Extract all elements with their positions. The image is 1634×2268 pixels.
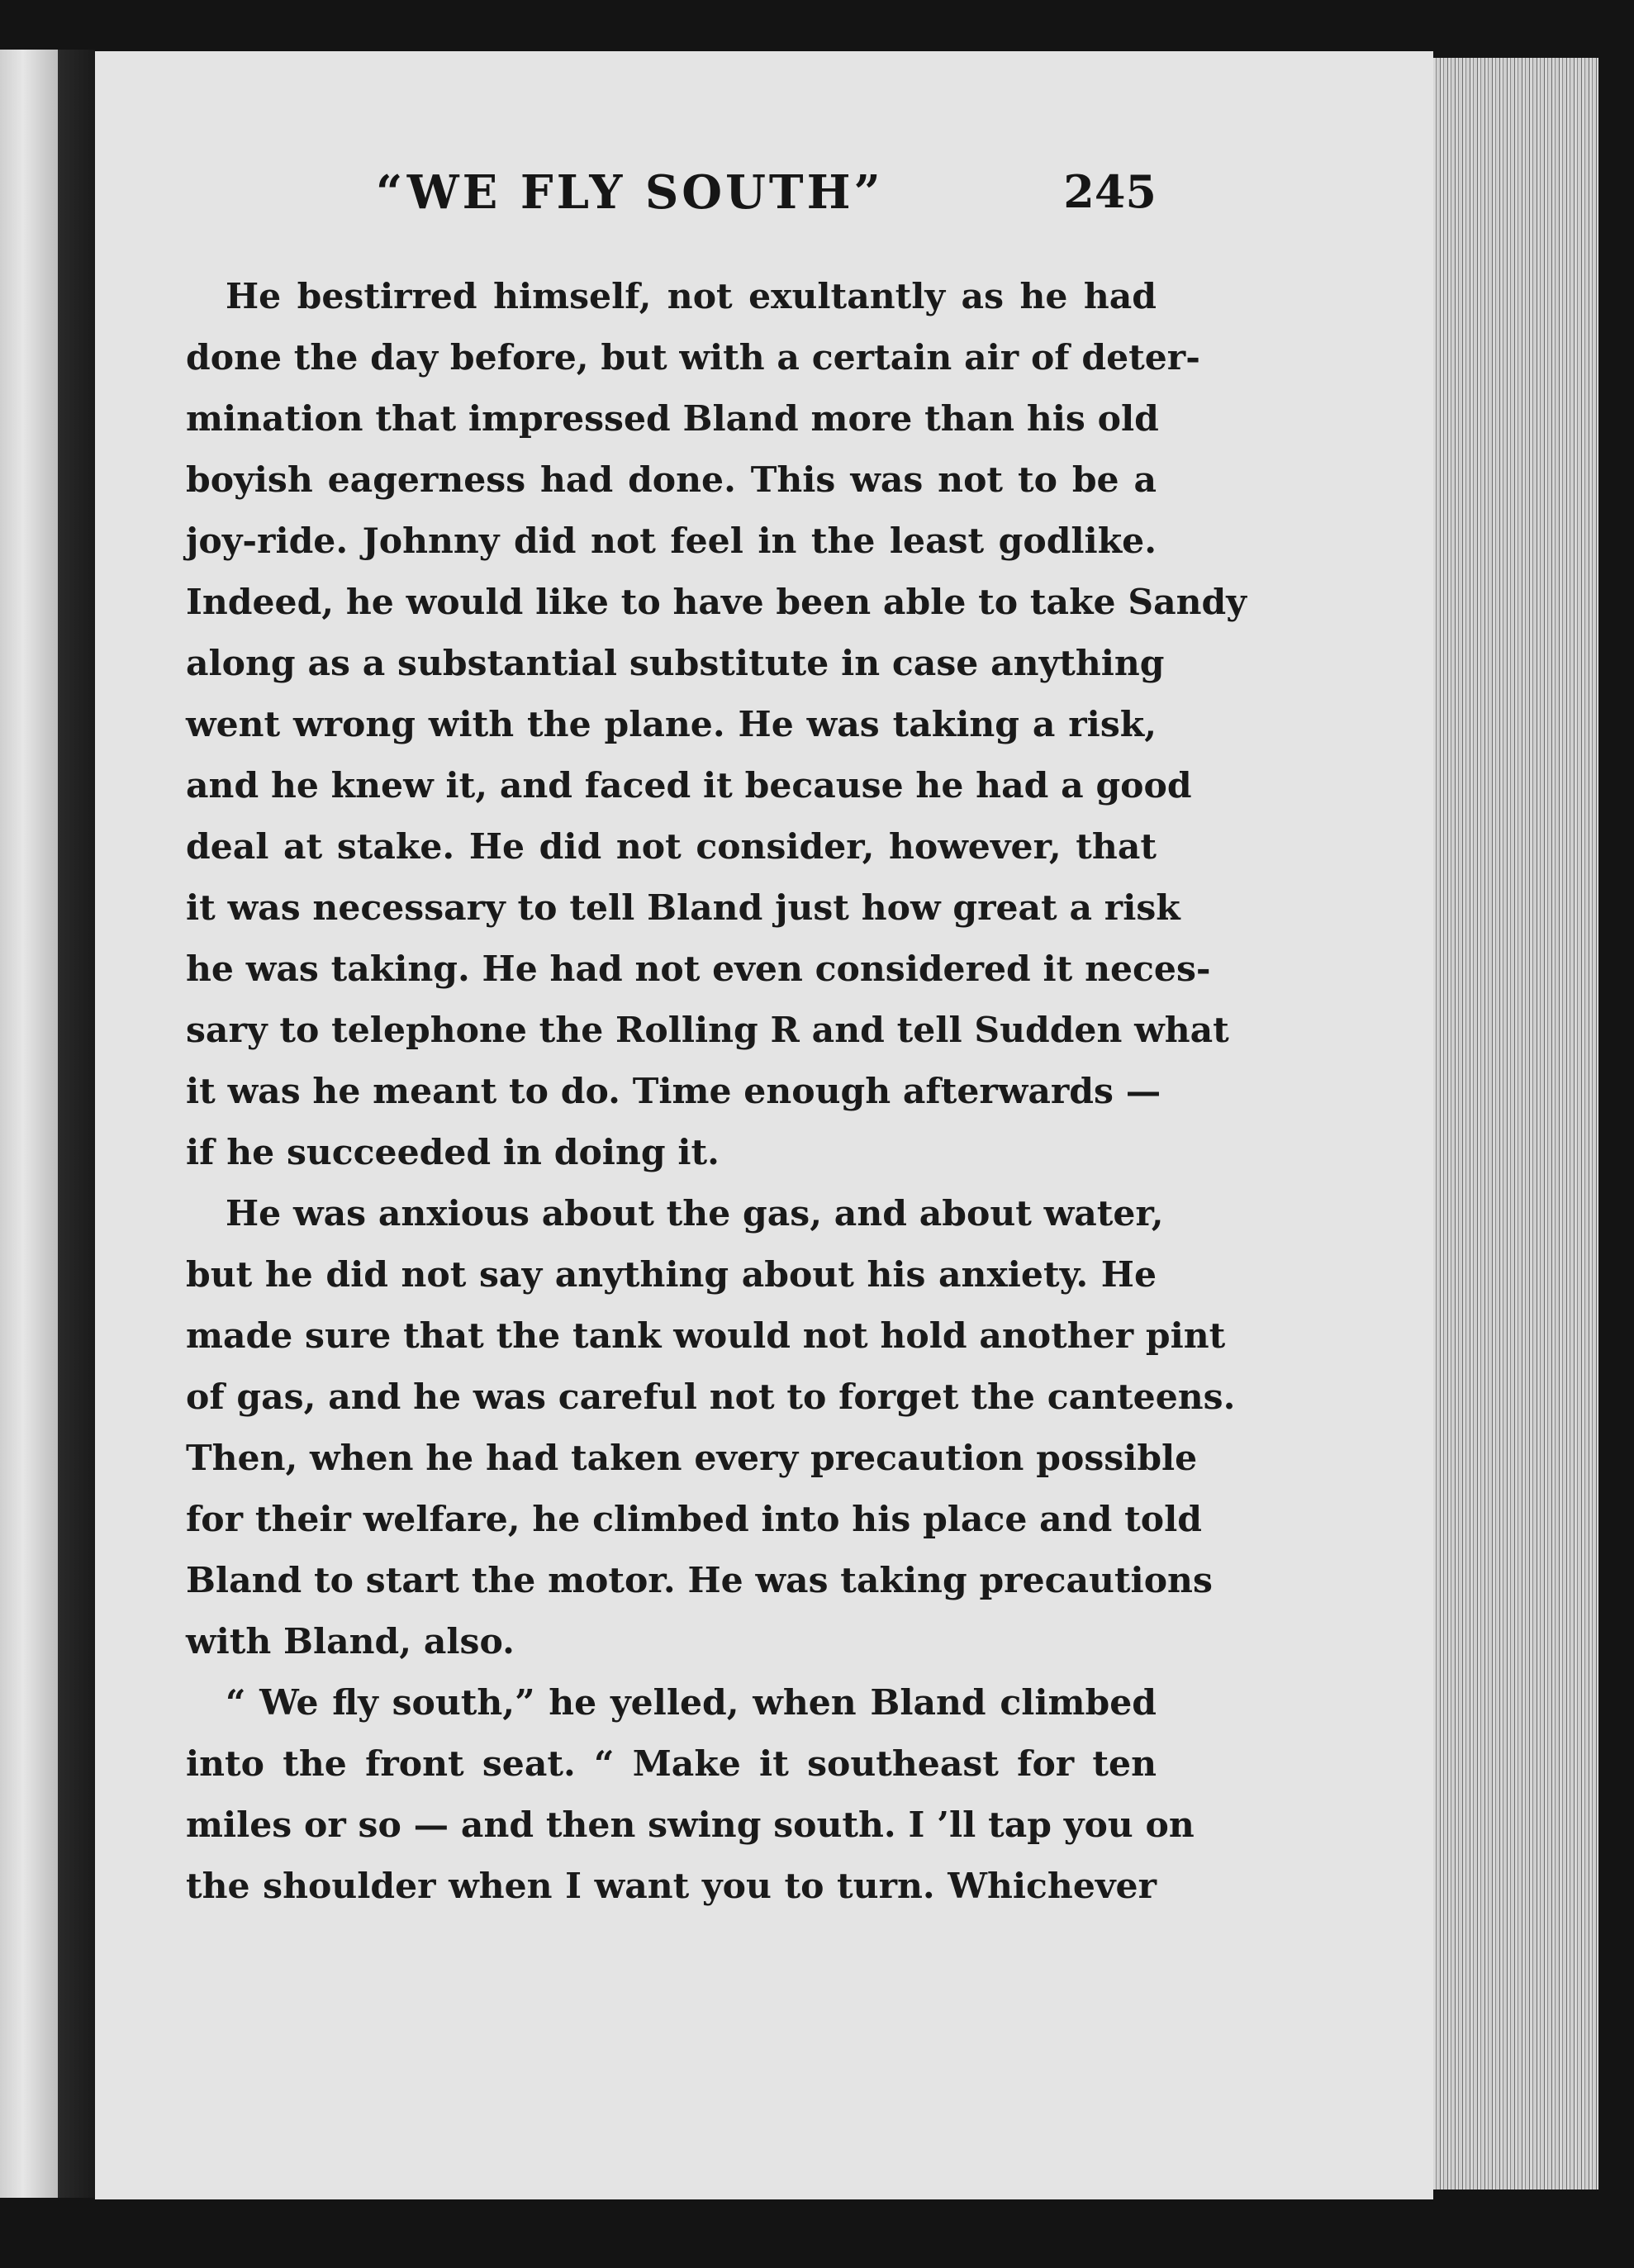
text-line: it was he meant to do. Time enough afterwards — xyxy=(186,1071,1161,1112)
text-line: for their welfare, he climbed into his place and told xyxy=(186,1499,1202,1540)
text-line: with Bland, also. xyxy=(186,1621,515,1662)
text-line: into the front seat. “ Make it southeast for ten xyxy=(186,1743,1157,1785)
text-line: and he knew it, and faced it because he had a good xyxy=(186,765,1192,806)
book-spine-shadow xyxy=(58,50,95,2198)
text-line: He bestirred himself, not exultantly as he had xyxy=(226,276,1157,317)
page-number: 245 xyxy=(1063,165,1157,218)
text-line: done the day before, but with a certain air of deter- xyxy=(186,337,1200,378)
paragraph-2 xyxy=(186,1183,1236,1672)
body-text xyxy=(186,266,1247,1917)
text-line: along as a substantial substitute in case anything xyxy=(186,643,1165,684)
text-line: he was taking. He had not even considered it neces- xyxy=(186,949,1211,990)
text-line: Then, when he had taken every precaution possible xyxy=(186,1438,1198,1479)
text-line: miles or so — and then swing south. I ’ll tap you on xyxy=(186,1804,1195,1846)
paragraph-3 xyxy=(186,1672,1195,1917)
text-line: of gas, and he was careful not to forget the canteens. xyxy=(186,1376,1236,1418)
text-line: boyish eagerness had done. This was not to be a xyxy=(186,459,1157,501)
text-line: went wrong with the plane. He was taking a risk, xyxy=(186,704,1157,745)
text-line: Indeed, he would like to have been able to take Sandy xyxy=(186,582,1247,623)
text-line: Bland to start the motor. He was taking precautions xyxy=(186,1560,1213,1601)
text-line: if he succeeded in doing it. xyxy=(186,1132,720,1173)
page-stack-edges xyxy=(1433,58,1598,2190)
text-line: but he did not say anything about his anxiety. He xyxy=(186,1254,1157,1296)
running-title: “WE FLY SOUTH” xyxy=(376,165,884,220)
previous-page-edge xyxy=(0,50,58,2198)
page-header xyxy=(186,165,1157,240)
paragraph-1 xyxy=(186,266,1247,1183)
text-line: mination that impressed Bland more than his old xyxy=(186,398,1159,440)
text-line: made sure that the tank would not hold another pint xyxy=(186,1315,1226,1357)
text-line: it was necessary to tell Bland just how great a risk xyxy=(186,887,1180,929)
text-line: He was anxious about the gas, and about water, xyxy=(226,1193,1164,1234)
text-line: deal at stake. He did not consider, however, that xyxy=(186,826,1157,868)
text-line: “ We fly south,” he yelled, when Bland climbed xyxy=(226,1682,1157,1724)
text-line: sary to telephone the Rolling R and tell Sudden what xyxy=(186,1010,1229,1051)
text-line: joy-ride. Johnny did not feel in the least godlike. xyxy=(186,521,1157,562)
text-line: the shoulder when I want you to turn. Whichever xyxy=(186,1866,1157,1907)
